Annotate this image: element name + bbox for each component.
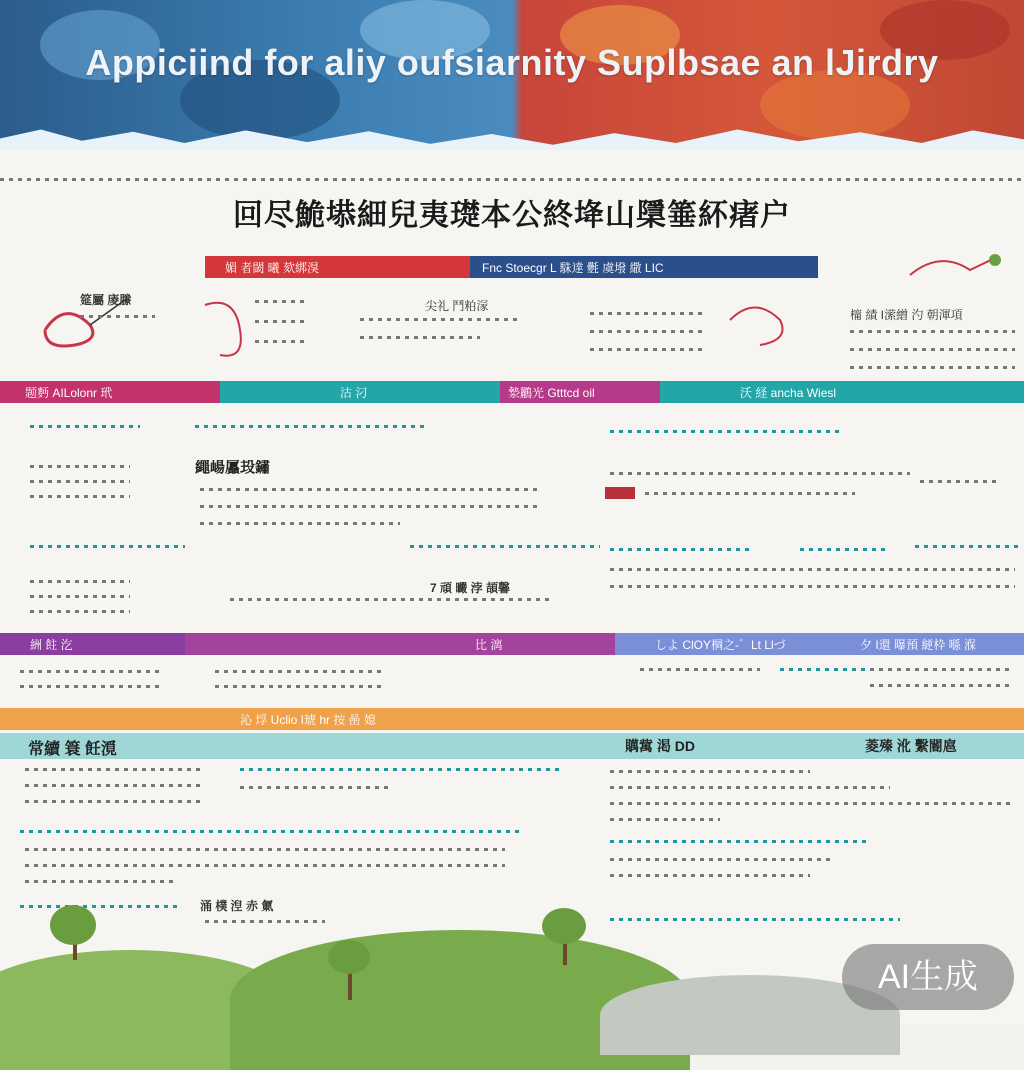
- text-row: [870, 668, 1010, 671]
- text-row: [850, 366, 1015, 369]
- tree: [542, 908, 586, 944]
- band-label: しよ ClOY棡之-゛Lt Llづ: [655, 638, 786, 652]
- note-text: 橣 績 I潆繒 汋 朝渾項: [850, 308, 963, 322]
- text-row: [920, 480, 1000, 483]
- text-row: [25, 800, 205, 803]
- text-row: [20, 670, 160, 673]
- text-row: [30, 495, 130, 498]
- text-row: [850, 330, 1015, 333]
- text-row: [240, 786, 390, 789]
- text-row: [25, 784, 205, 787]
- text-row: [25, 848, 505, 851]
- text-row: [915, 585, 1015, 588]
- text-row: [610, 858, 830, 861]
- band-label: 漐鸝光 Gtttcd oil: [508, 386, 595, 400]
- band-magenta: [0, 381, 220, 403]
- text-row: [610, 918, 900, 921]
- text-row: [610, 818, 720, 821]
- band-magenta: [500, 381, 660, 403]
- text-row: [30, 545, 185, 548]
- band-label: 比 漓: [475, 638, 503, 652]
- text-row: [850, 348, 1015, 351]
- text-row: [215, 670, 385, 673]
- text-row: [610, 874, 810, 877]
- sketch-illustration: [900, 245, 1010, 295]
- band-label: 沽 汈: [340, 386, 368, 400]
- header-title: Appiciind for aliy oufsiarnity Suplbsae an lJirdry: [85, 42, 939, 83]
- text-row: [25, 864, 505, 867]
- text-row: [0, 178, 1024, 181]
- text-row: [590, 330, 705, 333]
- tree: [328, 940, 370, 974]
- text-row: [915, 545, 1020, 548]
- band-lavender: [615, 633, 1024, 655]
- band-label: 常續 簑 飪漞: [28, 741, 117, 758]
- text-row: [80, 315, 155, 318]
- band-red: [205, 256, 470, 278]
- band-label: 媚 者閾 曦 欬綁湨: [225, 261, 320, 275]
- text-row: [870, 684, 1010, 687]
- text-row: [610, 802, 1010, 805]
- text-row: [255, 340, 305, 343]
- band-label: 沃 経 ancha Wiesl: [740, 386, 837, 400]
- band-label: 絒 飳 汔: [30, 638, 73, 652]
- tree: [50, 905, 96, 945]
- note-text: 筵屬 庱縢: [80, 293, 132, 307]
- text-row: [610, 786, 890, 789]
- text-row: [20, 830, 520, 833]
- text-row: [410, 545, 600, 548]
- text-row: [215, 685, 385, 688]
- subtitle: 回尽鮠塨細兒夷璴本公終鿍山檃箠紑瘏户: [233, 199, 791, 232]
- text-row: [30, 595, 130, 598]
- band-label: 贎歶 渇 DD: [625, 738, 695, 754]
- text-row: [20, 685, 160, 688]
- text-row: [610, 568, 910, 571]
- band-purple: [0, 633, 185, 655]
- ai-generated-badge: AI生成: [842, 944, 1014, 1010]
- block-heading: 7 頑 曮 浡 頡馨: [430, 581, 511, 595]
- text-row: [205, 920, 325, 923]
- band-label: 菱殝 沎 繫閽扈: [865, 738, 957, 754]
- text-row: [800, 548, 890, 551]
- band-label: 夕 I還 曝預 縌枠 喺 湺: [860, 638, 977, 652]
- text-row: [640, 668, 760, 671]
- text-row: [255, 320, 305, 323]
- band-navy: [470, 256, 818, 278]
- text-row: [230, 598, 550, 601]
- text-row: [360, 318, 520, 321]
- band-purple: [185, 633, 615, 655]
- band-label: 题麪 AILolonr 玳: [25, 386, 113, 400]
- text-row: [360, 336, 480, 339]
- text-row: [195, 425, 425, 428]
- band-orange: [0, 708, 1024, 730]
- text-row: [610, 840, 870, 843]
- text-row: [200, 488, 540, 491]
- text-row: [30, 580, 130, 583]
- sketch-illustration: [185, 285, 275, 365]
- text-row: [20, 905, 180, 908]
- block-heading: 繩崵屭殶鏽: [195, 460, 271, 476]
- block-heading: 涌 樸 湼 赤 氭: [200, 899, 274, 913]
- sketch-illustration: [720, 290, 800, 360]
- tag-marker: [605, 487, 635, 499]
- text-row: [610, 472, 910, 475]
- band-label: Fnc Stoecgr L 駯達 氎 虞墢 繖 LIC: [482, 261, 664, 275]
- text-row: [610, 430, 840, 433]
- text-row: [645, 492, 855, 495]
- text-row: [915, 568, 1015, 571]
- note-text: 尖礼 鬥粕溕: [425, 299, 489, 313]
- text-row: [30, 465, 130, 468]
- text-row: [610, 548, 750, 551]
- text-row: [25, 880, 175, 883]
- text-row: [255, 300, 305, 303]
- text-row: [200, 505, 540, 508]
- band-teal: [660, 381, 1024, 403]
- text-row: [610, 770, 810, 773]
- text-row: [590, 312, 705, 315]
- text-row: [30, 480, 130, 483]
- band-label: 沁 垺 Uclio I琥 hr 按 喦 媳: [240, 713, 377, 727]
- text-row: [30, 425, 140, 428]
- text-row: [610, 585, 910, 588]
- text-row: [240, 768, 560, 771]
- band-teal: [220, 381, 500, 403]
- band-cyan: [0, 733, 1024, 759]
- text-row: [25, 768, 205, 771]
- text-row: [30, 610, 130, 613]
- text-row: [590, 348, 705, 351]
- text-row: [200, 522, 400, 525]
